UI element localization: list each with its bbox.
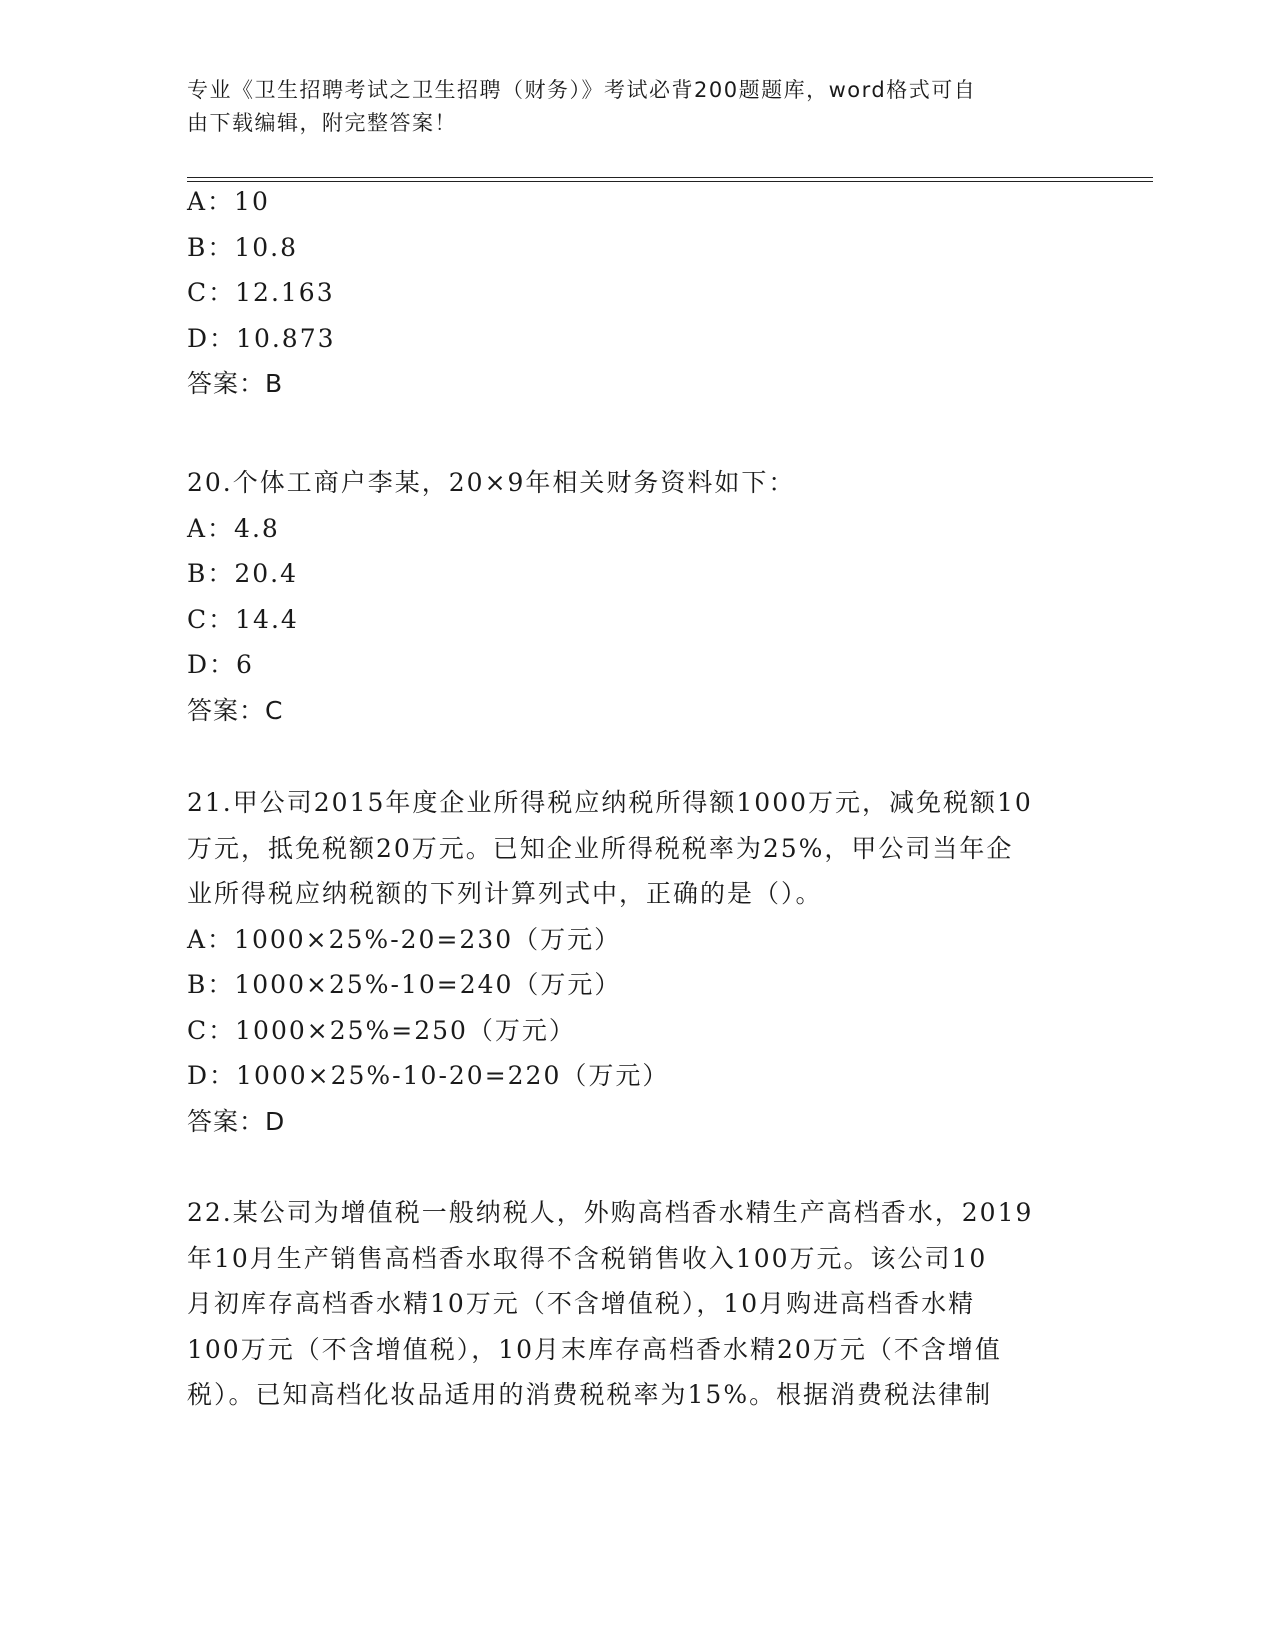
question-text-line: 年10月生产销售高档香水取得不含税销售收入100万元。该公司10: [187, 1243, 988, 1273]
option-c: C：14.4: [187, 604, 299, 634]
option-a: A：1000×25%-20=230（万元）: [187, 924, 622, 954]
question-text-line: 22.某公司为增值税一般纳税人，外购高档香水精生产高档香水，2019: [187, 1198, 1034, 1227]
option-d: D：6: [187, 650, 254, 679]
question-text-line: 21.甲公司2015年度企业所得税应纳税所得额1000万元，减免税额10: [187, 788, 1033, 817]
document-header: [187, 74, 1087, 140]
option-d: D：1000×25%-10-20=220（万元）: [187, 1061, 670, 1090]
header-divider-top: [187, 177, 1153, 178]
answer: 答案：B: [187, 369, 284, 398]
question-text-line: 100万元（不含增值税），10月末库存高档香水精20万元（不含增值: [187, 1334, 1002, 1364]
answer: 答案：C: [187, 695, 284, 725]
option-b: B：10.8: [187, 232, 299, 262]
question-text-line: 月初库存高档香水精10万元（不含增值税），10月购进高档香水精: [187, 1289, 976, 1318]
header-line-1: 专业《卫生招聘考试之卫生招聘（财务）》考试必背200题题库，word格式可自: [187, 78, 977, 102]
question-21: [187, 780, 1087, 1144]
answer: 答案：D: [187, 1106, 286, 1136]
header-line-2: 由下载编辑，附完整答案！: [187, 111, 457, 135]
option-d: D：10.873: [187, 323, 336, 353]
question-text-line: 税）。已知高档化妆品适用的消费税税率为15%。根据消费税法律制: [187, 1380, 993, 1409]
question-text-line: 万元，抵免税额20万元。已知企业所得税税率为25%，甲公司当年企: [187, 833, 1014, 863]
option-c: C：12.163: [187, 278, 335, 307]
option-a: A：10: [187, 187, 270, 216]
option-b: B：20.4: [187, 559, 299, 588]
question-text-line: 业所得税应纳税额的下列计算列式中，正确的是（）。: [187, 879, 823, 908]
option-b: B：1000×25%-10=240（万元）: [187, 970, 622, 999]
option-c: C：1000×25%=250（万元）: [187, 1015, 576, 1045]
option-a: A：4.8: [187, 513, 280, 543]
question-22: [187, 1190, 1087, 1418]
question-20: [187, 460, 1087, 733]
question-19-continuation: [187, 179, 1087, 407]
question-text: 20.个体工商户李某，20×9年相关财务资料如下：: [187, 468, 796, 497]
